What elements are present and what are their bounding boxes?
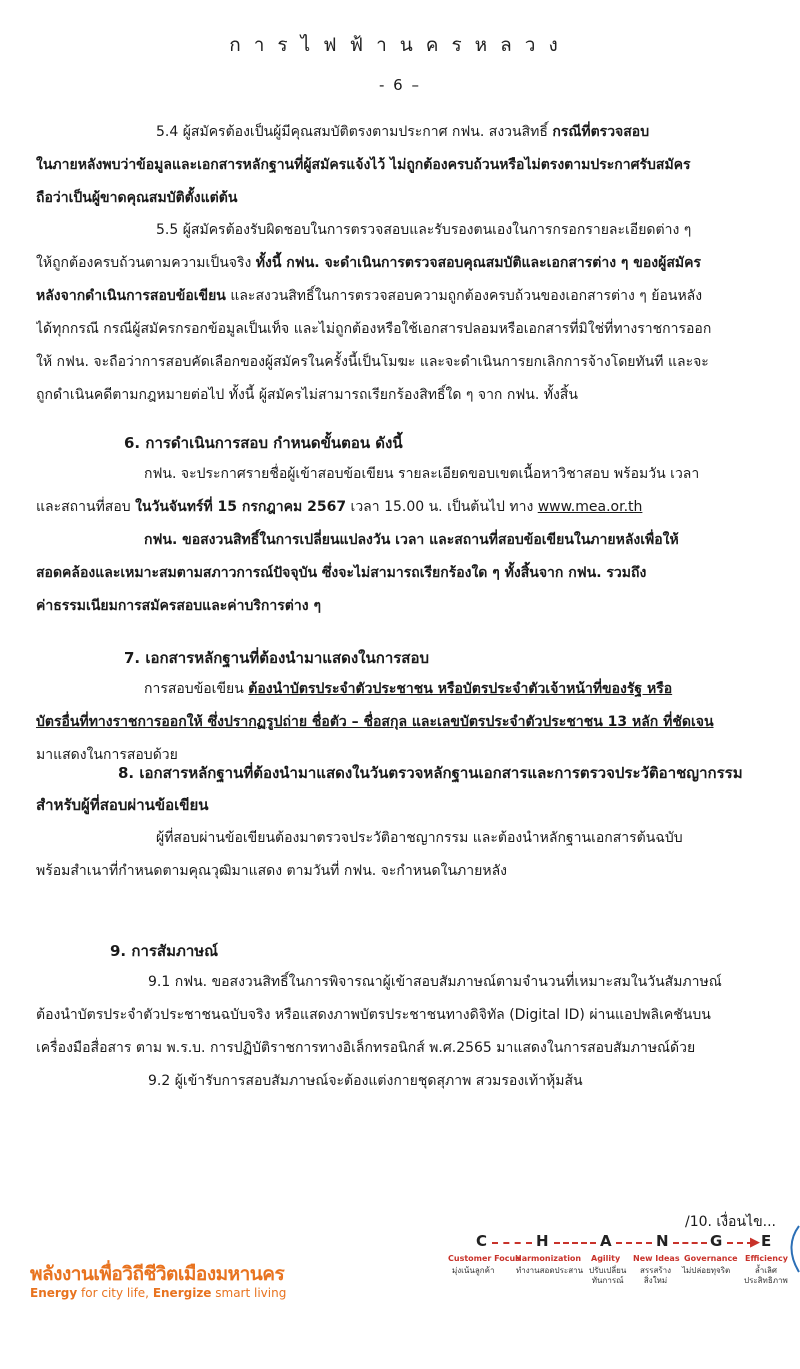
s5-5-line-2-bold: ทั้งนี้ กฟน. จะดำเนินการตรวจสอบคุณสมบัติและเอกสารต่าง ๆ ของผู้สมัคร (255, 255, 701, 271)
s7-line-2: บัตรอื่นที่ทางราชการออกให้ ซึ่งปรากฏรูปถ่าย ชื่อตัว – ชื่อสกุล และเลขบัตรประจำตัวประชาชน 13 หลัก ที่ชัดเจน (36, 714, 714, 730)
s7-line-3: มาแสดงในการสอบด้วย (36, 747, 178, 763)
slogan-energize: Energize (152, 1286, 212, 1300)
change-letter-a: A (600, 1232, 612, 1250)
change-letter-n: N (656, 1232, 669, 1250)
slogan-part-4: smart living (211, 1286, 287, 1300)
decorative-swoosh-icon (786, 1224, 800, 1274)
s9-line-2: ต้องนำบัตรประจำตัวประชาชนฉบับจริง หรือแสดงภาพบัตรประชาชนทางดิจิทัล (Digital ID) ผ่านแอปพลิเคชันบน (36, 1007, 711, 1023)
s8-line-1: ผู้ที่สอบผ่านข้อเขียนต้องมาตรวจประวัติอาชญากรรม และต้องนำหลักฐานเอกสารต้นฉบับ (156, 830, 683, 846)
section-8 (36, 822, 792, 888)
change-en-g: Governance (684, 1254, 738, 1263)
s5-5-line-4: ได้ทุกกรณี กรณีผู้สมัครกรอกข้อมูลเป็นเท็จ และไม่ถูกต้องหรือใช้เอกสารปลอมหรือเอกสารที่มิใช่ที่ทางราชการออก (36, 321, 712, 337)
s5-5-line-3-text: และสงวนสิทธิ์ในการตรวจสอบความถูกต้องครบถ้วนของเอกสารต่าง ๆ ย้อนหลัง (225, 288, 703, 304)
change-dash-4 (673, 1242, 707, 1244)
change-en-h: Harmonization (515, 1254, 582, 1263)
change-arrow-icon: ▶ (750, 1235, 760, 1250)
change-dash-3 (616, 1242, 652, 1244)
s5-5-line-3-bold: หลังจากดำเนินการสอบข้อเขียน (36, 288, 226, 304)
section-8-heading-2: สำหรับผู้ที่สอบผ่านข้อเขียน (36, 796, 209, 814)
change-th-n-1: สรรสร้าง (640, 1266, 672, 1275)
change-dash-1 (492, 1242, 532, 1244)
section-6-heading: 6. การดำเนินการสอบ กำหนดขั้นตอน ดังนี้ (124, 434, 403, 452)
section-7-heading: 7. เอกสารหลักฐานที่ต้องนำมาแสดงในการสอบ (124, 649, 429, 667)
change-letter-h: H (536, 1232, 549, 1250)
change-en-c: Customer Focus (448, 1254, 520, 1263)
change-th-n-2: สิ่งใหม่ (643, 1276, 668, 1285)
change-th-e (744, 1266, 788, 1286)
section-5-5 (36, 214, 792, 412)
change-th-h: ทำงานสอดประสาน (516, 1266, 584, 1275)
change-th-a-1: ปรับเปลี่ยน (589, 1266, 627, 1275)
change-th-a (589, 1266, 626, 1286)
s9-line-3: เครื่องมือสื่อสาร ตาม พ.ร.บ. การปฏิบัติราชการทางอิเล็กทรอนิกส์ พ.ศ.2565 มาแสดงในการสอบสัมภาษณ์ด้วย (36, 1040, 696, 1056)
footer-slogan-english (30, 1286, 286, 1300)
mea-website-link[interactable]: www.mea.or.th (537, 499, 643, 515)
change-th-e-1: ล้ำเลิศ (754, 1266, 777, 1275)
s6-para1-line-1: กฟน. จะประกาศรายชื่อผู้เข้าสอบข้อเขียน รายละเอียดขอบเขตเนื้อหาวิชาสอบ พร้อมวัน เวลา (144, 466, 700, 482)
change-en-a: Agility (591, 1254, 621, 1263)
footer-slogan-thai: พลังงานเพื่อวิถีชีวิตเมืองมหานคร (30, 1263, 285, 1285)
s5-4-text: 5.4 ผู้สมัครต้องเป็นผู้มีคุณสมบัติตรงตามประกาศ กฟน. สงวนสิทธิ์ (156, 124, 553, 140)
s6-exam-date: ในวันจันทร์ที่ 15 กรกฎาคม 2567 (135, 499, 347, 515)
section-8-heading-1: 8. เอกสารหลักฐานที่ต้องนำมาแสดงในวันตรวจหลักฐานเอกสารและการตรวจประวัติอาชญากรรม (118, 764, 743, 782)
s5-5-line-2-text: ให้ถูกต้องครบถ้วนตามความเป็นจริง (36, 255, 256, 271)
slogan-energy: Energy (30, 1286, 78, 1300)
s5-4-bold: กรณีที่ตรวจสอบ (552, 124, 650, 140)
page-number: - 6 – (379, 76, 421, 94)
change-th-a-2: ทันการณ์ (591, 1276, 624, 1285)
continuation-note: /10. เงื่อนไข... (685, 1214, 776, 1230)
change-values-logo (448, 1232, 800, 1312)
document-header-title: การไฟฟ้านครหลวง (229, 34, 571, 56)
s6-para2-line-1: กฟน. ขอสงวนสิทธิ์ในการเปลี่ยนแปลงวัน เวลา และสถานที่สอบข้อเขียนในภายหลังเพื่อให้ (144, 532, 679, 548)
change-en-e: Efficiency (745, 1254, 788, 1263)
s6-para2-line-2: สอดคล้องและเหมาะสมตามสภาวการณ์ปัจจุบัน ซึ่งจะไม่สามารถเรียกร้องใด ๆ ทั้งสิ้นจาก กฟน. รวมถึง (36, 565, 647, 581)
s5-4-line-2: ในภายหลังพบว่าข้อมูลและเอกสารหลักฐานที่ผู้สมัครแจ้งไว้ ไม่ถูกต้องครบถ้วนหรือไม่ตรงตามประกาศรับสมัคร (36, 157, 691, 173)
change-en-n: New Ideas (633, 1254, 680, 1263)
section-5-4 (36, 116, 792, 215)
change-letter-c: C (476, 1232, 488, 1250)
change-th-c: มุ่งเน้นลูกค้า (452, 1266, 495, 1275)
s6-para1-line-2a: และสถานที่สอบ (36, 499, 136, 515)
change-letter-g: G (710, 1232, 723, 1250)
s6-para1-line-2c: เวลา 15.00 น. เป็นต้นไป ทาง (346, 499, 538, 515)
s9-line-1: 9.1 กฟน. ขอสงวนสิทธิ์ในการพิจารณาผู้เข้าสอบสัมภาษณ์ตามจำนวนที่เหมาะสมในวันสัมภาษณ์ (148, 974, 722, 990)
change-letter-e: E (761, 1232, 772, 1250)
slogan-part-2: for city life, (77, 1286, 153, 1300)
s8-line-2: พร้อมสำเนาที่กำหนดตามคุณวุฒิมาแสดง ตามวันที่ กฟน. จะกำหนดในภายหลัง (36, 863, 507, 879)
change-dash-2 (554, 1242, 596, 1244)
section-9-heading: 9. การสัมภาษณ์ (110, 942, 219, 960)
s5-5-line-1: 5.5 ผู้สมัครต้องรับผิดชอบในการตรวจสอบและรับรองตนเองในการกรอกรายละเอียดต่าง ๆ (156, 222, 692, 238)
s5-5-line-6: ถูกดำเนินคดีตามกฎหมายต่อไป ทั้งนี้ ผู้สมัครไม่สามารถเรียกร้องสิทธิ์ใด ๆ จาก กฟน. ทั้งสิ้น (36, 387, 578, 403)
change-th-n (640, 1266, 671, 1286)
change-th-e-2: ประสิทธิภาพ (744, 1276, 788, 1285)
s7-line-1-text: การสอบข้อเขียน (144, 681, 249, 697)
change-th-g: ไม่ปล่อยทุจริต (682, 1266, 731, 1275)
s5-4-line-3: ถือว่าเป็นผู้ขาดคุณสมบัติตั้งแต่ต้น (36, 190, 238, 206)
s7-line-1-bold: ต้องนำบัตรประจำตัวประชาชน หรือบัตรประจำตัวเจ้าหน้าที่ของรัฐ หรือ (248, 681, 673, 697)
s9-line-4: 9.2 ผู้เข้ารับการสอบสัมภาษณ์จะต้องแต่งกายชุดสุภาพ สวมรองเท้าหุ้มส้น (148, 1073, 583, 1089)
s5-5-line-5: ให้ กฟน. จะถือว่าการสอบคัดเลือกของผู้สมัครในครั้งนี้เป็นโมฆะ และจะดำเนินการยกเลิกการจ้างโดยทันที และจะ (36, 354, 709, 370)
s6-para2-line-3: ค่าธรรมเนียมการสมัครสอบและค่าบริการต่าง ๆ (36, 598, 321, 614)
section-6 (36, 458, 792, 623)
section-9 (36, 966, 792, 1098)
